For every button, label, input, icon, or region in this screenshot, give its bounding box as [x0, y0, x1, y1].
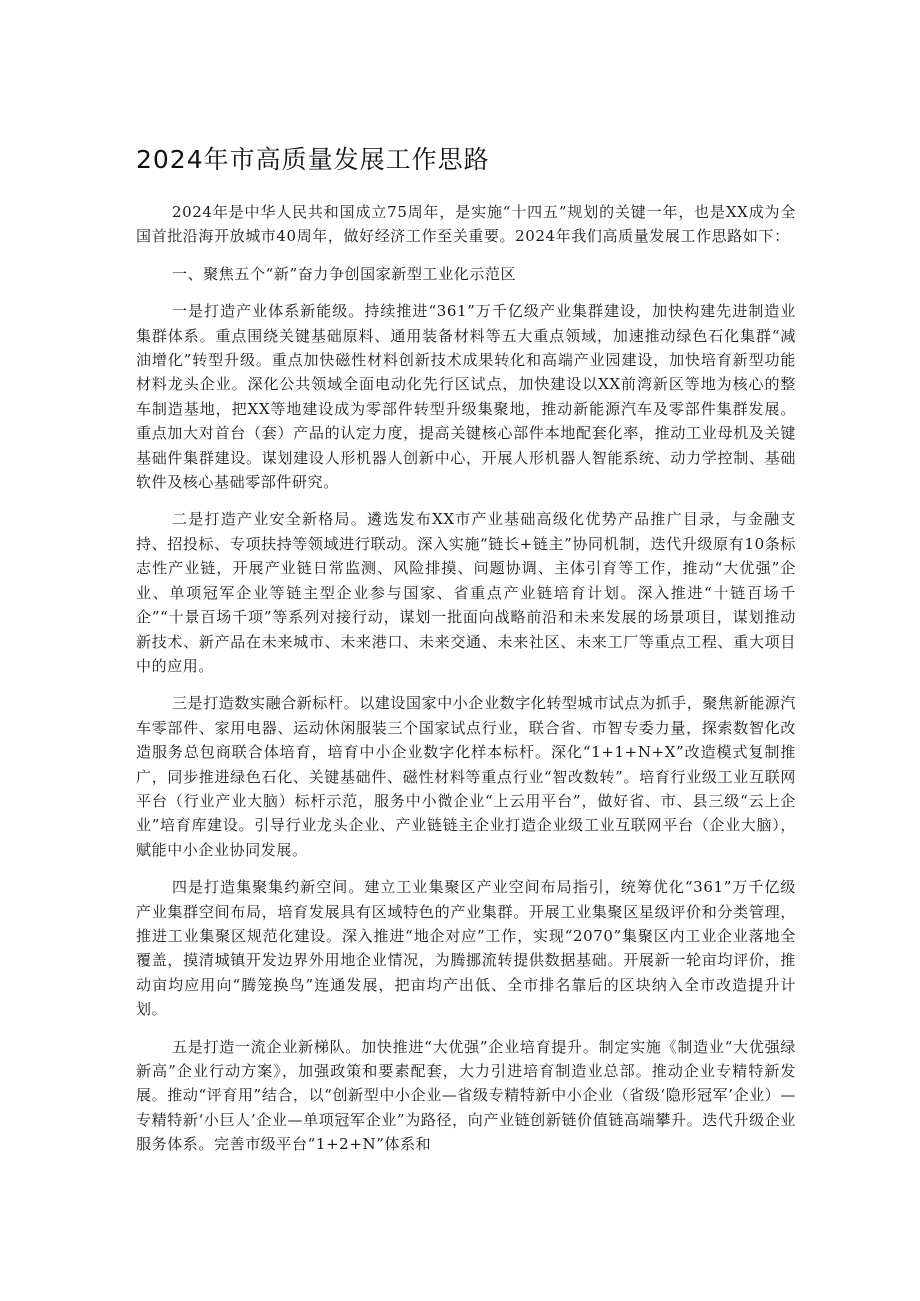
intro-paragraph: 2024年是中华人民共和国成立75周年，是实施“十四五”规划的关键一年，也是XX成为全国首批沿海开放城市40周年，做好经济工作至关重要。2024年我们高质量发展工作思路如下：	[136, 203, 796, 246]
paragraph-digital-integration: 三是打造数实融合新标杆。以建设国家中小企业数字化转型城市试点为抓手，聚焦新能源汽车零部件、家用电器、运动休闲服装三个国家试点行业，联合省、市智专委力量，探索数智化改造服务总包商联合体培育，培育中小企业数字化样本标杆。深化“1+1+N+X”改造模式复制推广，同步推进绿色石化、关键基础件、磁性材料等重点行业“智改数转”。培育行业级工业互联网平台（行业产业大脑）标杆示范，服务中小微企业“上云用平台”，做好省、市、县三级“云上企业”培育库建设。引导行业龙头企业、产业链链主企业打造企业级工业互联网平台（企业大脑），赋能中小企业协同发展。	[136, 694, 797, 859]
section-heading: 一、聚焦五个“新”奋力争创国家新型工业化示范区	[172, 264, 517, 283]
paragraph-industry-security: 二是打造产业安全新格局。遴选发布XX市产业基础高级化优势产品推广目录，与金融支持、招投标、专项扶持等领域进行联动。深入实施“链长+链主”协同机制，迭代升级原有10条标志性产业链，开展产业链日常监测、风险排摸、问题协调、主体引育等工作，推动“大优强”企业、单项冠军企业等链主型企业参与国家、省重点产业链培育计划。深入推进“十链百场千企”“十景百场千项”等系列对接行动，谋划一批面向战略前沿和未来发展的场景项目，谋划推动新技术、新产品在未来城市、未来港口、未来交通、未来社区、未来工厂等重点工程、重大项目中的应用。	[136, 510, 796, 675]
paragraph-enterprise-tier: 五是打造一流企业新梯队。加快推进“大优强”企业培育提升。制定实施《制造业“大优强绿新高”企业行动方案》，加强政策和要素配套，大力引进培育制造业总部。推动企业专精特新发展。推动“评育用”结合，以“创新型中小企业—省级专精特新中小企业（省级‘隐形冠军’企业）—专精特新‘小巨人’企业—单项冠军企业”为路径，向产业链创新链价值链高端攀升。迭代升级企业服务体系。完善市级平台“1+2+N”体系和	[136, 1037, 796, 1154]
document-page	[136, 142, 796, 1170]
paragraph-industry-system: 一是打造产业体系新能级。持续推进“361”万千亿级产业集群建设，加快构建先进制造业集群体系。重点围绕关键基础原料、通用装备材料等五大重点领域，加速推动绿色石化集群“减油增化”转型升级。重点加快磁性材料创新技术成果转化和高端产业园建设，加快培育新型功能材料龙头企业。深化公共领域全面电动化先行区试点，加快建设以XX前湾新区等地为核心的整车制造基地，把XX等地建设成为零部件转型升级集聚地，推动新能源汽车及零部件集群发展。重点加大对首台（套）产品的认定力度，提高关键核心部件本地配套化率，推动工业母机及关键基础件集群建设。谋划建设人形机器人创新中心，开展人形机器人智能系统、动力学控制、基础软件及核心基础零部件研究。	[136, 302, 796, 492]
document-title: 2024年市高质量发展工作思路	[136, 145, 490, 174]
paragraph-cluster-space: 四是打造集聚集约新空间。建立工业集聚区产业空间布局指引，统筹优化“361”万千亿级产业集群空间布局，培育发展具有区域特色的产业集群。开展工业集聚区星级评价和分类管理，推进工业集聚区规范化建设。深入推进“地企对应”工作，实现“2070”集聚区内工业企业落地全覆盖，摸清城镇开发边界外用地企业情况，为腾挪流转提供数据基础。开展新一轮亩均评价，推动亩均应用向“腾笼换鸟”连通发展，把亩均产出低、全市排名靠后的区块纳入全市改造提升计划。	[136, 878, 796, 1019]
